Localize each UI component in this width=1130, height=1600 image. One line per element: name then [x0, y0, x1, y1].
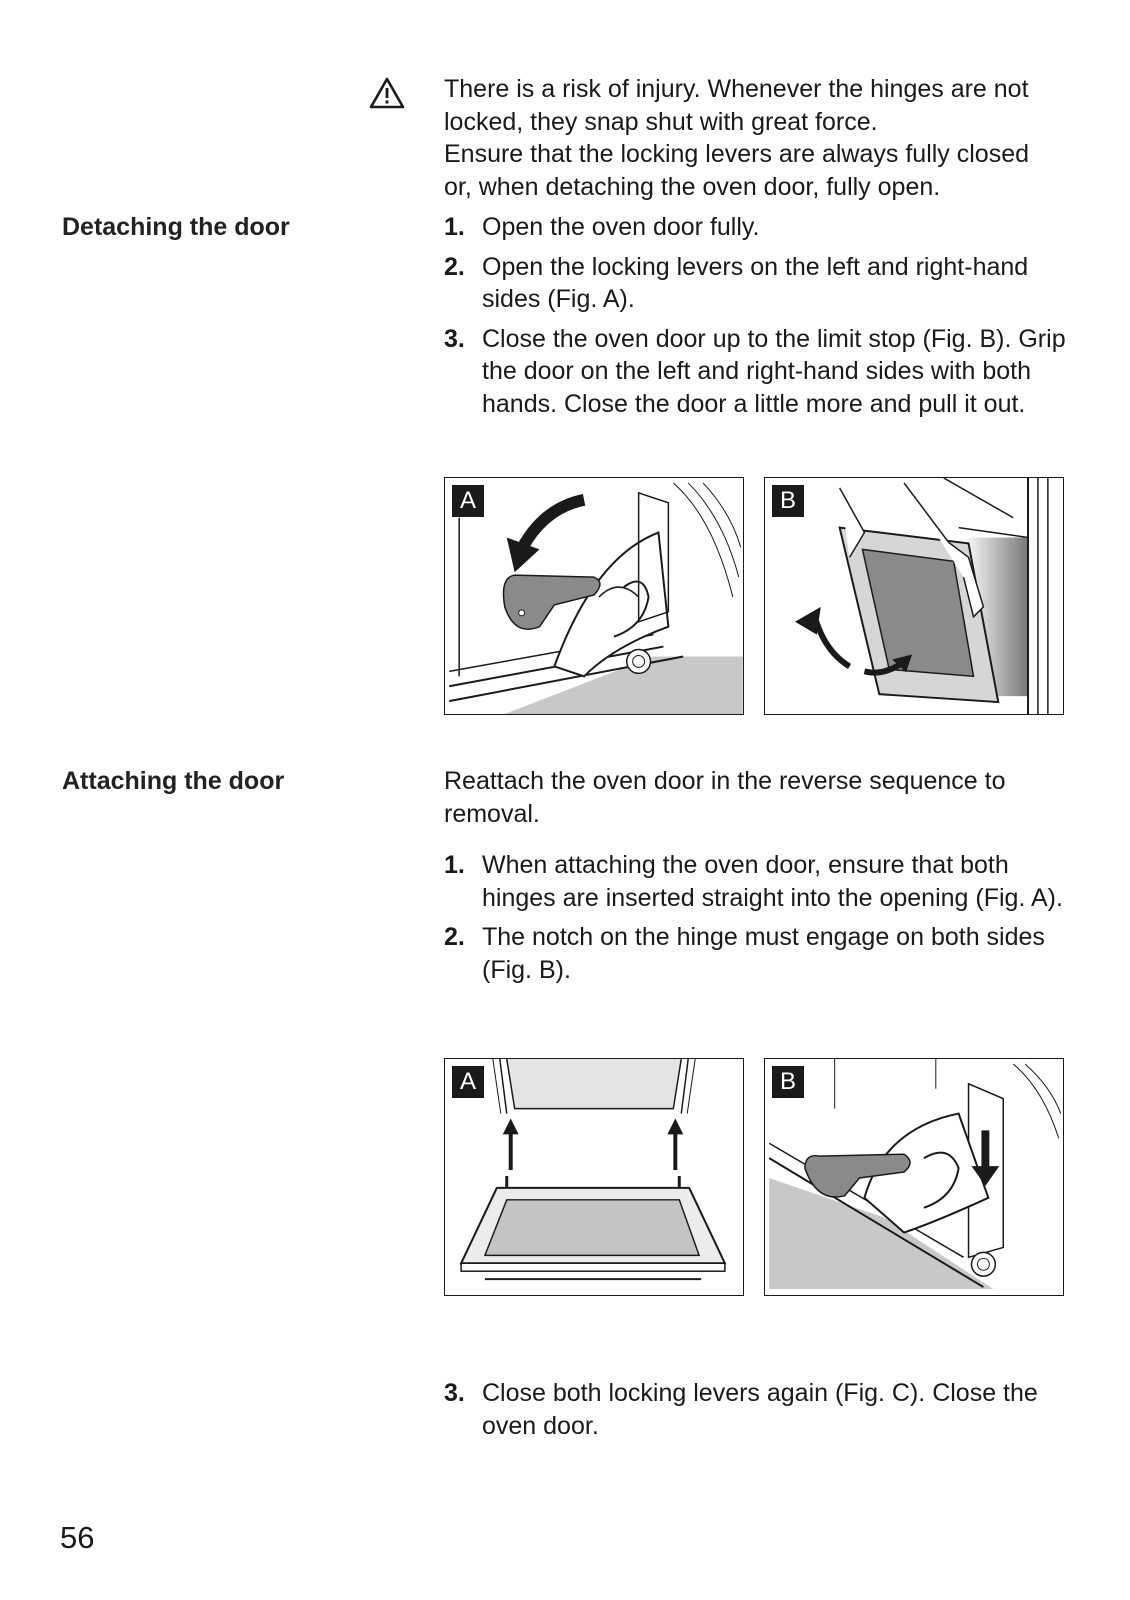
attaching-figure-a [444, 1058, 744, 1296]
list-item [444, 849, 1084, 914]
step-number: 2. [444, 252, 465, 281]
list-item [444, 323, 1084, 421]
step-text: When attaching the oven door, ensure that both hinges are inserted straight into the opening (Fig. A). [482, 851, 1063, 912]
step-number: 2. [444, 923, 465, 951]
warning-line: or, when detaching the oven door, fully open. [444, 172, 941, 201]
attaching-intro: Reattach the oven door in the reverse sequence to removal. [444, 767, 1006, 828]
hinge-notch-illustration [765, 1059, 1063, 1295]
step-number: 3. [444, 1379, 465, 1407]
step-number: 1. [444, 851, 465, 879]
door-removal-illustration [765, 478, 1063, 714]
warning-text [444, 73, 1084, 203]
step-text: Open the oven door fully. [482, 213, 760, 241]
hinge-lever-open-illustration [445, 478, 743, 714]
detaching-steps-list [444, 211, 1084, 427]
step-text: Open the locking levers on the left and right-hand sides (Fig. A). [482, 252, 1029, 313]
warning-line: Ensure that the locking levers are always fully closed [444, 140, 1030, 168]
warning-triangle-icon [368, 76, 406, 110]
list-item [444, 1377, 1084, 1442]
list-item [444, 251, 1084, 316]
figure-label: B [772, 1066, 804, 1098]
attaching-steps-list [444, 849, 1084, 993]
list-item [444, 211, 1084, 244]
page-number: 56 [60, 1520, 95, 1555]
step-text: Close both locking levers again (Fig. C). Close the oven door. [482, 1379, 1038, 1440]
attaching-final-step [444, 1377, 1084, 1449]
attaching-figure-b [764, 1058, 1064, 1296]
figure-label: A [452, 485, 484, 517]
attaching-door-heading: Attaching the door [62, 767, 285, 795]
step-number: 1. [444, 213, 465, 241]
list-item [444, 921, 1084, 986]
step-text: The notch on the hinge must engage on both sides (Fig. B). [482, 923, 1045, 984]
warning-line: There is a risk of injury. Whenever the hinges are not [444, 75, 1029, 103]
detaching-figure-b [764, 477, 1064, 715]
detaching-door-heading: Detaching the door [62, 213, 290, 241]
detaching-figure-a [444, 477, 744, 715]
figure-label: B [772, 485, 804, 517]
door-reattach-illustration [445, 1059, 743, 1295]
step-text: Close the oven door up to the limit stop (Fig. B). Grip the door on the left and right-hand sides with both hands. Close the door a little more and pull it out. [482, 324, 1066, 418]
warning-line: locked, they snap shut with great force. [444, 107, 878, 136]
figure-label: A [452, 1066, 484, 1098]
step-number: 3. [444, 324, 465, 353]
